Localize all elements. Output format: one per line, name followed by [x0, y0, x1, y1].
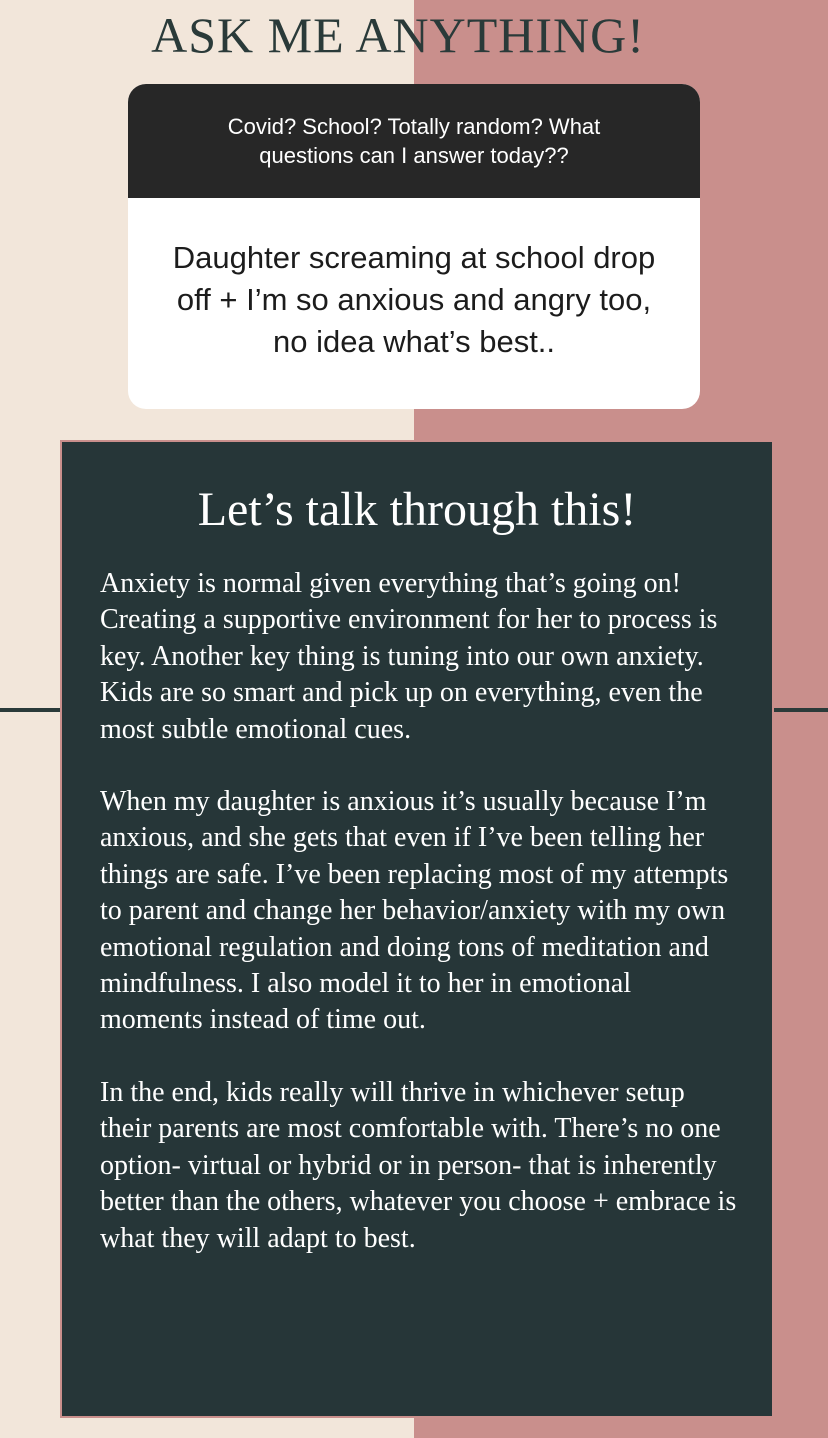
- question-prompt: Covid? School? Totally random? What questions can I answer today??: [128, 84, 700, 198]
- response-card: [62, 442, 772, 1416]
- divider-right: [770, 708, 828, 712]
- response-paragraph: When my daughter is anxious it’s usually because I’m anxious, and she gets that even if I’ve been telling her things are safe. I’ve been replacing most of my attempts to parent and change her behavior/anxiety with my own emotional regulation and doing tons of meditation and mindfulness. I also model it to her in emotional moments instead of time out.: [100, 786, 729, 1036]
- question-sticker: [128, 84, 700, 409]
- question-answer: Daughter screaming at school drop off + I’m so anxious and angry too, no idea what’s best..: [172, 239, 656, 359]
- response-paragraph: In the end, kids really will thrive in whichever setup their parents are most comfortable with. There’s no one option- virtual or hybrid or in person- that is inherently better than the others, whatever you choose + embrace is what they will adapt to best.: [100, 1076, 737, 1254]
- response-title: Let’s talk through this!: [197, 483, 637, 536]
- page-title: ASK ME ANYTHING!: [151, 7, 645, 63]
- response-body: [100, 566, 740, 1293]
- response-paragraph: Anxiety is normal given everything that’s going on! Creating a supportive environment for her to process is key. Another key thing is tuning into our own anxiety. Kids are so smart and pick up on everything, even the most subtle emotional cues.: [100, 568, 718, 745]
- divider-left: [0, 708, 64, 712]
